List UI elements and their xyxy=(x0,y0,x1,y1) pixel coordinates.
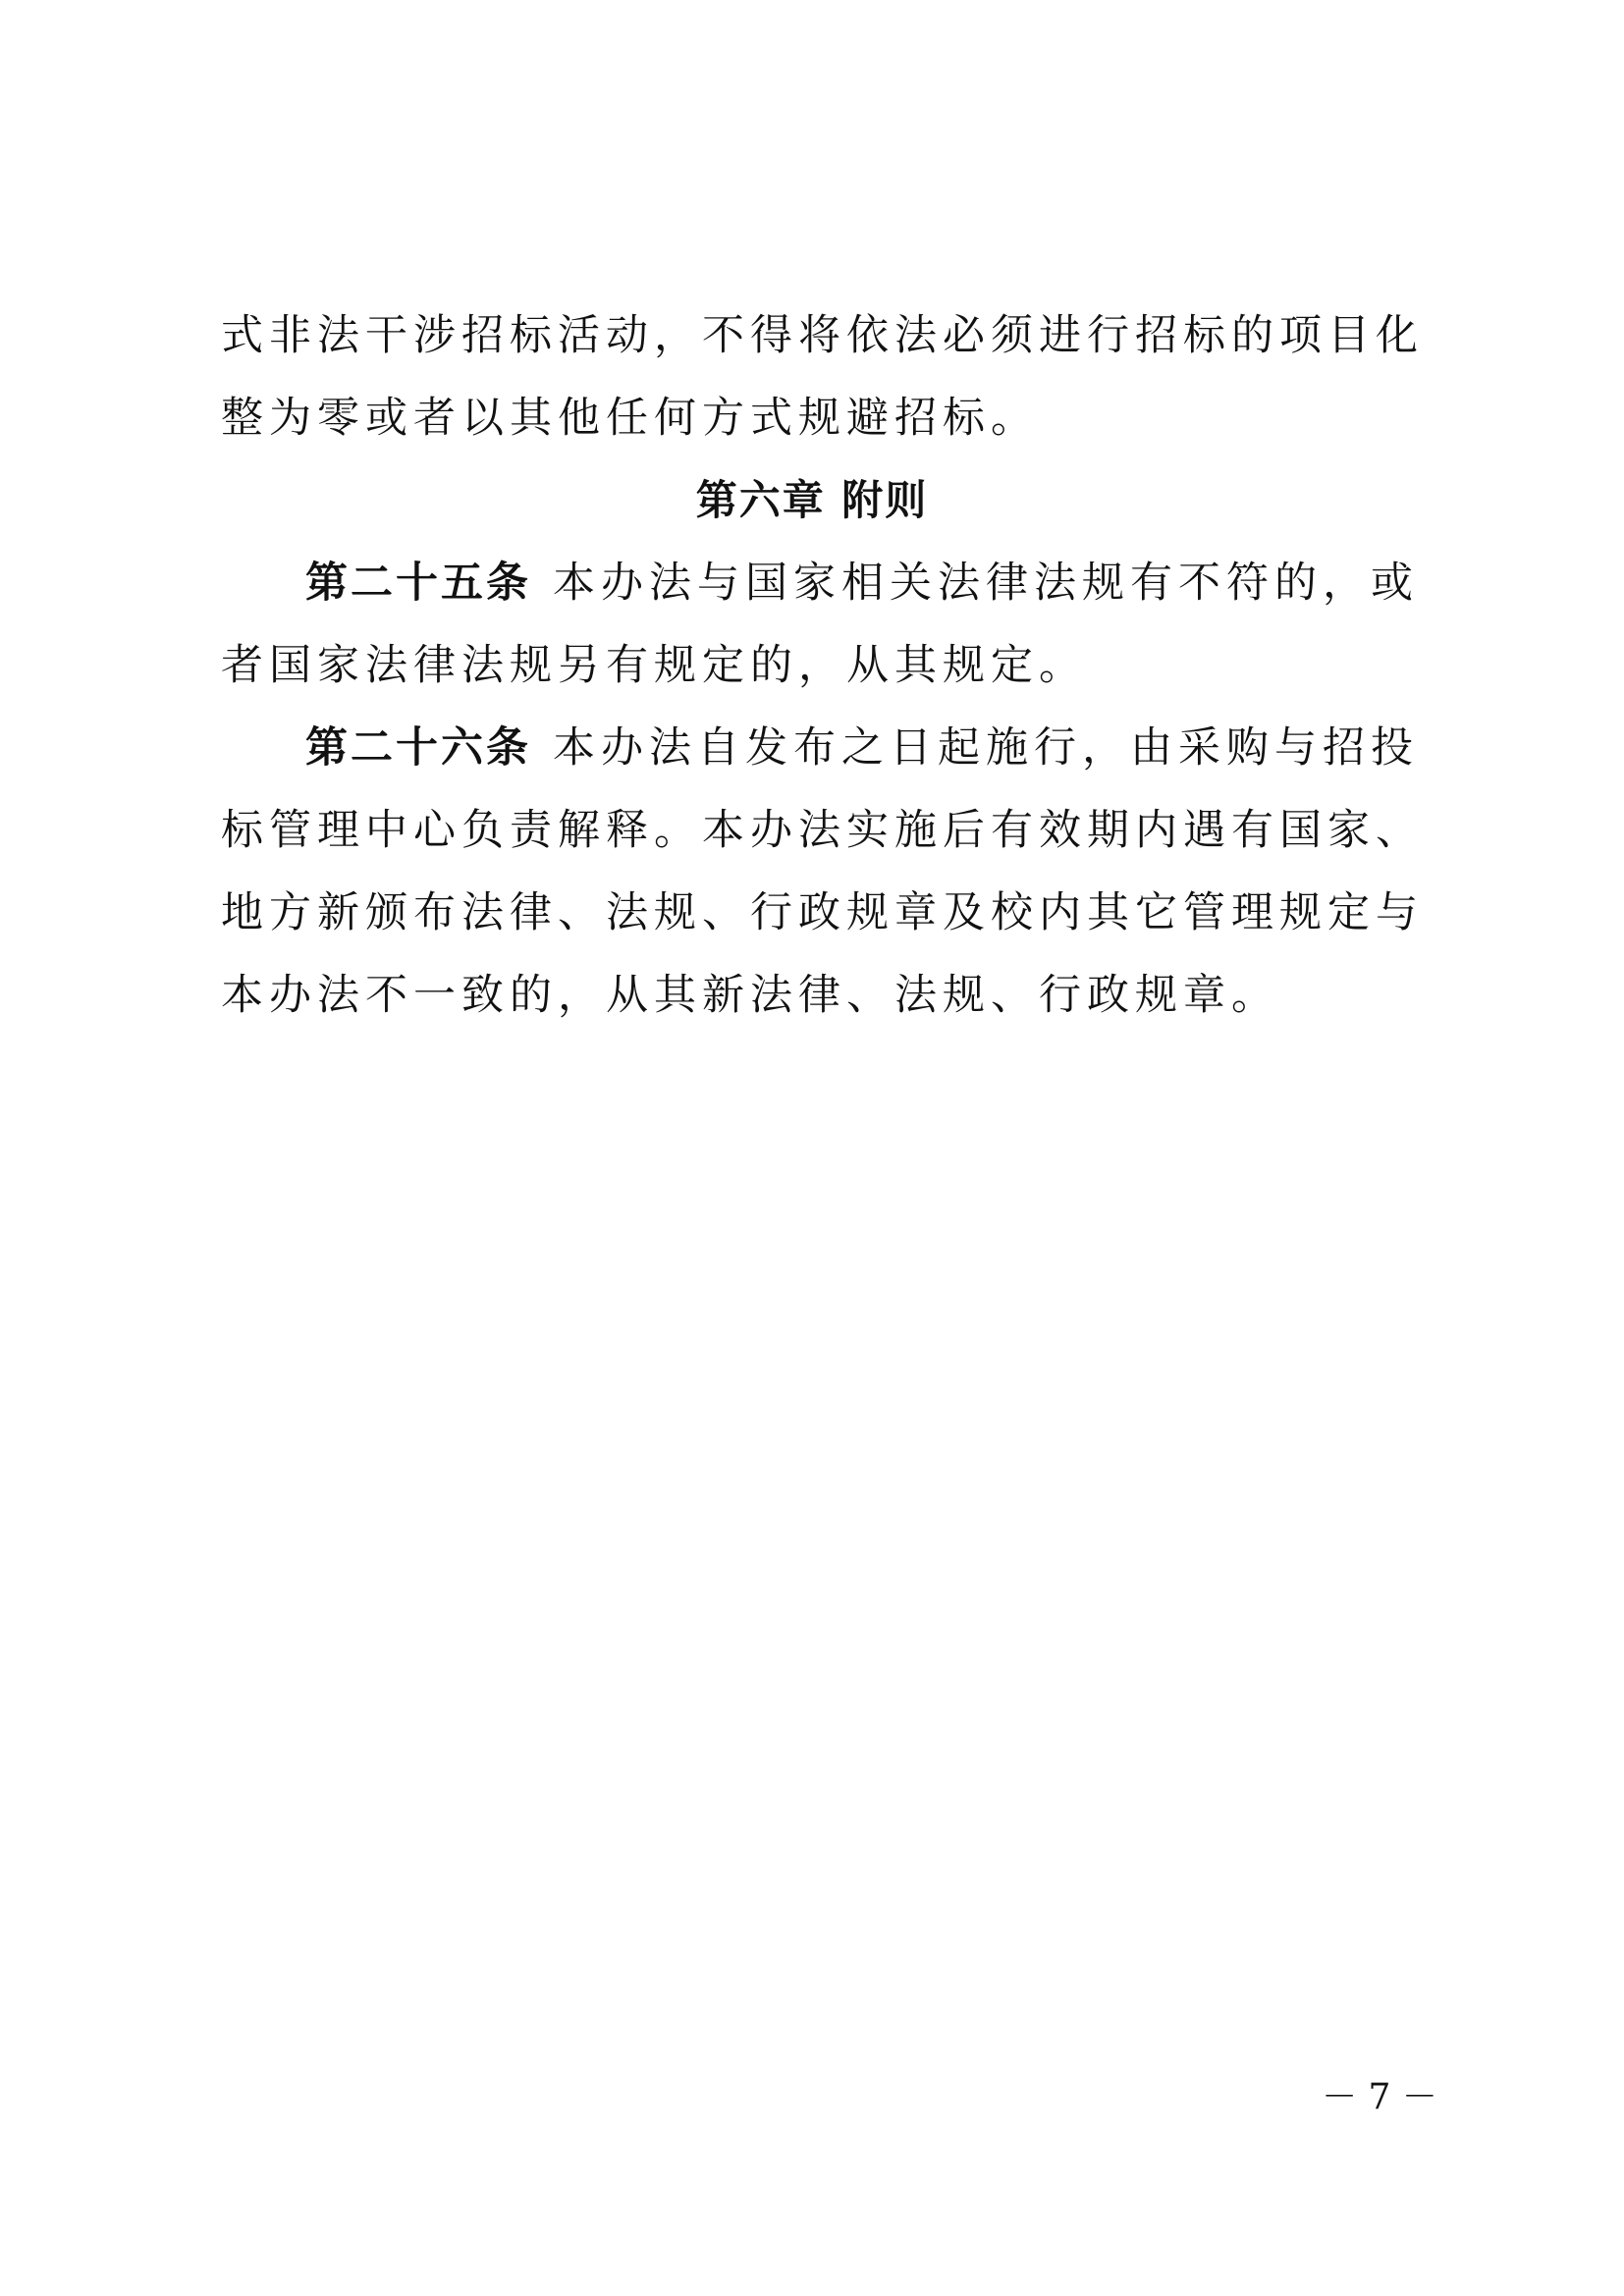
article-25-text: 本办法与国家相关法律法规有不符的，或者国家法律法规另有规定的，从其规定。 xyxy=(221,559,1419,690)
article-25-number: 第二十五条 xyxy=(305,559,531,608)
article-26-number: 第二十六条 xyxy=(305,723,531,773)
continued-paragraph: 式非法干涉招标活动，不得将依法必须进行招标的项目化整为零或者以其他任何方式规避招标。 xyxy=(221,311,1424,443)
article-26 xyxy=(221,707,1429,1037)
article-25 xyxy=(221,542,1429,707)
chapter-title: 第六章 附则 xyxy=(695,476,929,524)
article-26-text: 本办法自发布之日起施行，由采购与招投标管理中心负责解释。本办法实施后有效期内遇有国家、地方新颁布法律、法规、行政规章及校内其它管理规定与本办法不一致的，从其新法律、法规、行政规章。 xyxy=(221,723,1424,1020)
page-number: － 7 － xyxy=(1322,2077,1437,2117)
